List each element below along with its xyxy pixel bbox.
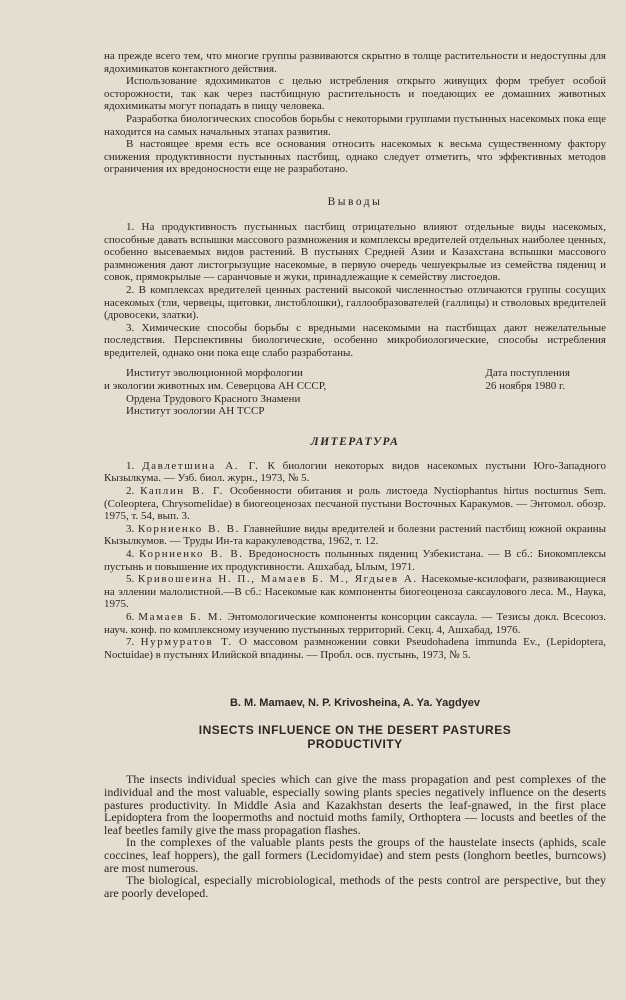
reference-text: Вредоносность полынных пядениц Узбекистана. — В сб.: Биокомплексы пустынь и повышение их продуктивности. Ашхабад, Ылым, 1971.: [104, 548, 606, 573]
conclusion-item-3: 3. Химические способы борьбы с вредными насекомыми на пастбищах дают нежелательные последствия. Перспективны биологические, особенно микробиологические, способы истребления вредителей, однако они пока еще слабо разработаны.: [104, 321, 606, 359]
affiliation-block: [104, 367, 606, 417]
reference-author: Нурмуратов Т.: [140, 636, 233, 649]
reference-text: Энтомологические компоненты консорции саксаула. — Тезисы докл. Всесоюз. науч. конф. по комплексному изучению пустынных территорий. Секц. 4, Ашхабад, 1976.: [104, 610, 607, 636]
reference-text: Главнейшие виды вредителей и болезни растений пастбищ южной окраины Кызылкумов. — Труды Ин-та каракулеводства, 1962, т. 12.: [104, 522, 607, 548]
abstract-paragraph-3: The biological, especially microbiological, methods of the pests control are perspective, but they are poorly developed.: [104, 873, 606, 900]
abstract-paragraph-2: In the complexes of the valuable plants pests the groups of the haustelate insects (aphids, scale coccines, leaf hoppers), the gall formers (Lecidomyidae) and stem pests (longhorn beetles, burncows) are most numerous.: [104, 835, 606, 875]
institution-line-4: Институт зоологии АН ТССР: [126, 405, 265, 418]
english-abstract: [104, 697, 606, 899]
reference-author: Каплин В. Г.: [140, 485, 225, 498]
conclusions-section: [104, 196, 606, 360]
reference-item: 6. Мамаев Б. М. Энтомологические компоненты консорции саксаула. — Тезисы докл. Всесоюз. науч. конф. по комплексному изучению пустынных территорий. Секц. 4, Ашхабад, 1976.: [104, 610, 607, 636]
reference-text: Насекомые-ксилофаги, развивающиеся на эллении малолистной.—В сб.: Насекомые как компоненты биогеоценоза саксаулового леса. М., Наука, 1975.: [104, 573, 606, 611]
intro-section: [104, 50, 606, 176]
abstract-authors: B. M. Mamaev, N. P. Krivosheina, A. Ya. Yagdyev: [229, 697, 481, 710]
reference-text: К биологии некоторых видов насекомых пустыни Юго-Западного Кызылкума. — Узб. биол. журн., 1973, № 5.: [104, 459, 606, 485]
abstract-title: [104, 723, 606, 751]
intro-paragraph-2: Использование ядохимикатов с целью истребления открыто живущих форм требует особой осторожности, так как через пастбищную растительность и поедающих ее домашних животных ядохимикаты могут попадать в пищу человека.: [104, 75, 606, 113]
abstract-paragraph-1: The insects individual species which can give the mass propagation and pest complexes of the individual and the most valuable, especially sowing plants species negatively influence on the deserts pastures productivity. In Middle Asia and Kazakhstan deserts the leaf-gnawed, in the first place Lepidoptera from the loopermoths and noctuid moths family, Orthoptera — locusts and beetles of the leaf beetles family give the mass propagation flashes.: [104, 772, 606, 837]
abstract-title-line-1: INSECTS INFLUENCE ON THE DESERT PASTURES: [198, 723, 512, 738]
conclusion-item-1: 1. На продуктивность пустынных пастбищ отрицательно влияют отдельные виды насекомых, способные давать вспышки массового размножения и комплексы вредителей отдельных наиболее ценных, особенно высеваемых видов растений. В пустынях Средней Азии и Казахстана вспышки массового размножения дают листогрызущие насекомые, в первую очередь чешуекрылые из семейства пядениц и совок, прямокрылые — саранчовые и жуки, принадлежащие к семейству листоедов.: [104, 220, 606, 284]
intro-paragraph-4: В настоящее время есть все основания относить насекомых к весьма существенному фактору снижения продуктивности пустынных пастбищ, однако следует отметить, что эффективных методов ограничения их вредоносности еще не разработано.: [104, 138, 606, 176]
received-label: Дата поступления: [485, 367, 570, 380]
reference-author: Кривошеина Н. П., Мамаев Б. М., Ягдыев А.: [137, 573, 418, 586]
reference-author: Мамаев Б. М.: [138, 610, 224, 623]
reference-item: 5. Кривошеина Н. П., Мамаев Б. М., Ягдыев А. Насекомые-ксилофаги, развивающиеся на эллении малолистной.—В сб.: Насекомые как компоненты биогеоценоза саксаулового леса. М., Наука, 1975.: [104, 573, 606, 611]
reference-item: 1. Давлетшина А. Г. К биологии некоторых видов насекомых пустыни Юго-Западного Кызылкума. — Узб. биол. журн., 1973, № 5.: [104, 459, 606, 485]
references-section: [104, 436, 606, 662]
institutions: [104, 367, 435, 417]
reference-item: 7. Нурмуратов Т. О массовом размножении совки Pseudohadena immunda Ev., (Lepidoptera, Noctuidae) в пустынях Илийской впадины. — Пробл. осв. пустынь, 1973, № 5.: [104, 636, 606, 661]
institution-line-2: и экологии животных им. Северцова АН СССР,: [104, 380, 327, 393]
institution-line-1: Институт эволюционной морфологии: [126, 367, 303, 380]
reference-author: Корниенко В. В.: [137, 522, 240, 535]
conclusion-item-2: 2. В комплексах вредителей ценных растений высокой численностью отличаются группы сосущих насекомых (тли, червецы, щитовки, листоблошки), галлообразователей (галлицы) и стволовых вредителей (дровосеки, златки).: [104, 283, 606, 322]
reference-text: Особенности обитания и роль листоеда Nyctiophantus hirtus nocturnus Sem. (Coleoptera, Chrysomelidae) в биогеоценозах песчаной пустыни Восточных Каракумов. — Энтомол. обозр. 1975, т. 54, вып. 3.: [104, 485, 607, 523]
reference-item: 2. Каплин В. Г. Особенности обитания и роль листоеда Nyctiophantus hirtus nocturnus Sem. (Coleoptera, Chrysomelidae) в биогеоценозах песчаной пустыни Восточных Каракумов. — Энтомол. обозр. 1975, т. 54, вып. 3.: [104, 485, 607, 523]
reference-author: Корниенко В. В.: [139, 548, 244, 560]
received-date-block: [455, 367, 606, 417]
received-date: 26 ноября 1980 г.: [485, 380, 566, 393]
reference-author: Давлетшина А. Г.: [142, 459, 260, 472]
reference-item: 4. Корниенко В. В. Вредоносность полынных пядениц Узбекистана. — В сб.: Биокомплексы пустынь и повышение их продуктивности. Ашхабад, Ылым, 1971.: [104, 548, 606, 573]
intro-paragraph-3: Разработка биологических способов борьбы с некоторыми группами пустынных насекомых пока еще находится на самых начальных этапах развития.: [104, 112, 606, 138]
conclusions-heading: Выводы: [327, 195, 383, 208]
abstract-title-line-2: PRODUCTIVITY: [307, 737, 403, 752]
intro-paragraph-1: на прежде всего тем, что многие группы развиваются скрытно в толще растительности и недоступны для ядохимикатов контактного действия.: [104, 50, 606, 75]
reference-item: 3. Корниенко В. В. Главнейшие виды вредителей и болезни растений пастбищ южной окраины Кызылкумов. — Труды Ин-та каракулеводства, 1962, т. 12.: [104, 522, 607, 548]
references-heading: ЛИТЕРАТУРА: [310, 435, 400, 448]
institution-line-3: Ордена Трудового Красного Знамени: [126, 392, 301, 405]
reference-text: О массовом размножении совки Pseudohadena immunda Ev., (Lepidoptera, Noctuidae) в пустынях Илийской впадины. — Пробл. осв. пустынь, 1973, № 5.: [104, 636, 606, 661]
